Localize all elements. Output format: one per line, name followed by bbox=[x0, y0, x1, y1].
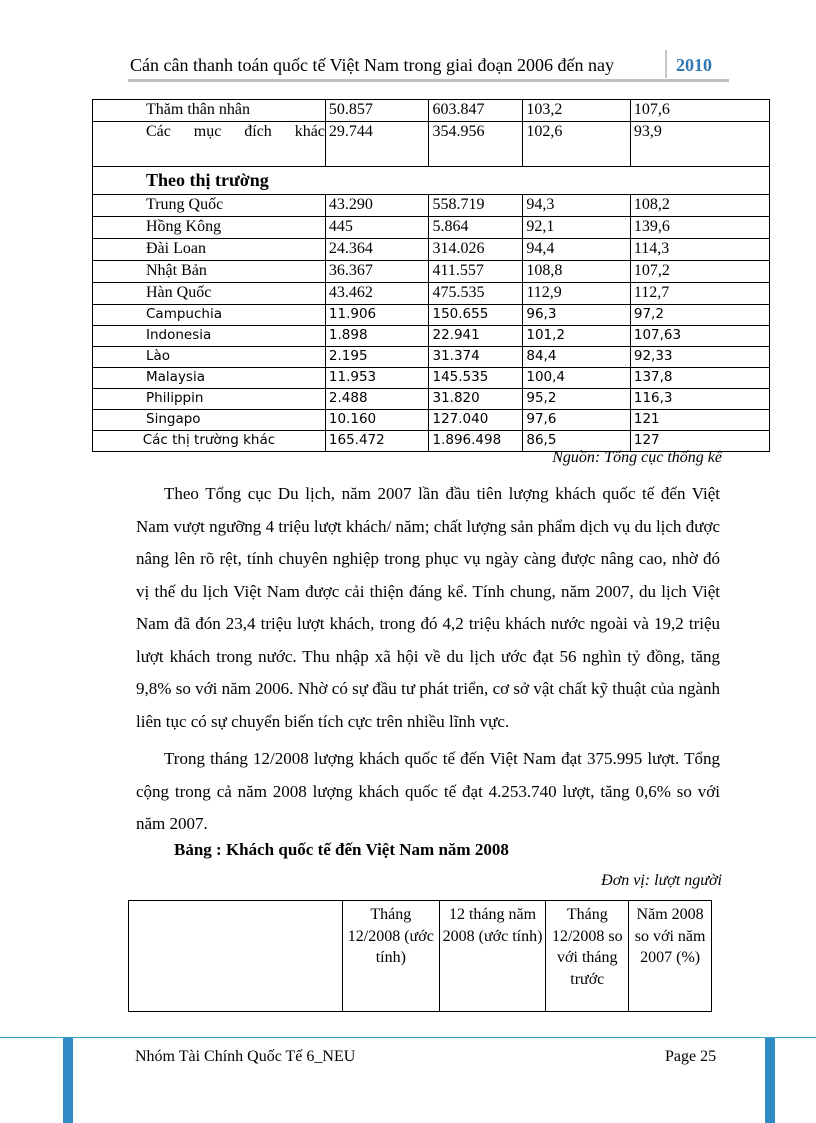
cell: 112,9 bbox=[523, 283, 630, 305]
header-year: 2010 bbox=[676, 55, 712, 75]
row-label: Hồng Kông bbox=[93, 217, 326, 239]
body-paragraph: Theo Tổng cục Du lịch, năm 2007 lần đầu tiên lượng khách quốc tế đến Việt Nam vượt ngưỡng 4 triệu lượt khách/ năm; chất lượng sản phẩm dịch vụ du lịch được nâng lên rõ rệt, tính chuyên nghiệp trong phục vụ ngày càng được nâng cao, nhờ đó vị thế du lịch Việt Nam được cải thiện đáng kể. Tính chung, năm 2007, du lịch Việt Nam đã đón 23,4 triệu lượt khách, trong đó 4,2 triệu khách nước ngoài và 19,2 triệu lượt khách trong nước. Thu nhập xã hội về du lịch ước đạt 56 nghìn tỷ đồng, tăng 9,8% so với năm 2006. Nhờ có sự đầu tư phát triển, cơ sở vật chất kỹ thuật của ngành liên tục có sự chuyển biến tích cực trên nhiều lĩnh vực. bbox=[136, 484, 720, 731]
cell: 107,2 bbox=[630, 261, 769, 283]
table-row bbox=[93, 347, 770, 368]
cell: 1.896.498 bbox=[429, 431, 523, 452]
cell: 94,4 bbox=[523, 239, 630, 261]
cell: 92,33 bbox=[630, 347, 769, 368]
cell: 112,7 bbox=[630, 283, 769, 305]
row-label: Malaysia bbox=[93, 368, 326, 389]
cell: 5.864 bbox=[429, 217, 523, 239]
footer-rule bbox=[0, 1037, 816, 1038]
cell: 95,2 bbox=[523, 389, 630, 410]
row-label: Campuchia bbox=[93, 305, 326, 326]
cell: 43.290 bbox=[325, 195, 429, 217]
cell: 102,6 bbox=[523, 122, 630, 167]
cell: 22.941 bbox=[429, 326, 523, 347]
row-label: Trung Quốc bbox=[93, 195, 326, 217]
column-header: 12 tháng năm 2008 (ước tính) bbox=[439, 901, 546, 1012]
cell: 116,3 bbox=[630, 389, 769, 410]
cell: 603.847 bbox=[429, 100, 523, 122]
table-row bbox=[93, 239, 770, 261]
cell: 354.956 bbox=[429, 122, 523, 167]
cell: 103,2 bbox=[523, 100, 630, 122]
cell: 29.744 bbox=[325, 122, 429, 167]
table-header-row bbox=[129, 901, 712, 1012]
table-row bbox=[93, 195, 770, 217]
cell: 11.953 bbox=[325, 368, 429, 389]
header-rule bbox=[128, 79, 729, 82]
table-row bbox=[93, 326, 770, 347]
footer-bar-right bbox=[765, 1038, 775, 1123]
row-label: Philippin bbox=[93, 389, 326, 410]
cell: 139,6 bbox=[630, 217, 769, 239]
footer-group-name: Nhóm Tài Chính Quốc Tế 6_NEU bbox=[135, 1048, 356, 1065]
cell: 411.557 bbox=[429, 261, 523, 283]
header-title: Cán cân thanh toán quốc tế Việt Nam trong giai đoạn 2006 đến nay bbox=[130, 55, 614, 75]
cell: 43.462 bbox=[325, 283, 429, 305]
cell: 10.160 bbox=[325, 410, 429, 431]
cell: 108,8 bbox=[523, 261, 630, 283]
cell: 150.655 bbox=[429, 305, 523, 326]
row-label: Indonesia bbox=[93, 326, 326, 347]
cell: 137,8 bbox=[630, 368, 769, 389]
cell: 2.488 bbox=[325, 389, 429, 410]
table-row bbox=[93, 410, 770, 431]
cell: 31.374 bbox=[429, 347, 523, 368]
cell: 314.026 bbox=[429, 239, 523, 261]
row-label: Các mục đích khác bbox=[93, 122, 326, 167]
row-label: Các thị trường khác bbox=[93, 431, 326, 452]
cell: 558.719 bbox=[429, 195, 523, 217]
cell: 475.535 bbox=[429, 283, 523, 305]
column-header: Tháng 12/2008 (ước tính) bbox=[342, 901, 439, 1012]
row-label: Singapo bbox=[93, 410, 326, 431]
cell: 121 bbox=[630, 410, 769, 431]
footer-bar-left bbox=[63, 1038, 73, 1123]
cell: 24.364 bbox=[325, 239, 429, 261]
cell: 101,2 bbox=[523, 326, 630, 347]
cell: 145.535 bbox=[429, 368, 523, 389]
international-visitors-2008-table bbox=[128, 900, 712, 1012]
cell: 165.472 bbox=[325, 431, 429, 452]
table-row bbox=[93, 305, 770, 326]
column-header: Năm 2008 so với năm 2007 (%) bbox=[629, 901, 712, 1012]
cell: 107,6 bbox=[630, 100, 769, 122]
table-row bbox=[93, 283, 770, 305]
cell: 100,4 bbox=[523, 368, 630, 389]
table-row bbox=[93, 261, 770, 283]
cell: 36.367 bbox=[325, 261, 429, 283]
cell: 108,2 bbox=[630, 195, 769, 217]
visitors-by-purpose-market-table bbox=[92, 99, 770, 452]
cell: 127 bbox=[630, 431, 769, 452]
row-label: Thăm thân nhân bbox=[93, 100, 326, 122]
cell: 94,3 bbox=[523, 195, 630, 217]
cell: 97,2 bbox=[630, 305, 769, 326]
header-separator bbox=[665, 50, 667, 78]
table-row bbox=[93, 389, 770, 410]
cell: 127.040 bbox=[429, 410, 523, 431]
column-header: Tháng 12/2008 so với tháng trước bbox=[546, 901, 629, 1012]
cell: 107,63 bbox=[630, 326, 769, 347]
cell: 96,3 bbox=[523, 305, 630, 326]
cell: 86,5 bbox=[523, 431, 630, 452]
section-title: Theo thị trường bbox=[93, 167, 770, 195]
cell: 445 bbox=[325, 217, 429, 239]
table-row bbox=[93, 122, 770, 167]
row-label: Hàn Quốc bbox=[93, 283, 326, 305]
row-label: Lào bbox=[93, 347, 326, 368]
table-caption: Bảng : Khách quốc tế đến Việt Nam năm 2008 bbox=[174, 840, 509, 859]
table-row bbox=[93, 100, 770, 122]
body-paragraph: Trong tháng 12/2008 lượng khách quốc tế đến Việt Nam đạt 375.995 lượt. Tổng cộng trong cả năm 2008 lượng khách quốc tế đạt 4.253.740 lượt, tăng 0,6% so với năm 2007. bbox=[136, 749, 720, 833]
table-row bbox=[93, 217, 770, 239]
cell: 84,4 bbox=[523, 347, 630, 368]
cell: 97,6 bbox=[523, 410, 630, 431]
cell: 50.857 bbox=[325, 100, 429, 122]
cell: 92,1 bbox=[523, 217, 630, 239]
cell: 11.906 bbox=[325, 305, 429, 326]
cell: 114,3 bbox=[630, 239, 769, 261]
cell: 93,9 bbox=[630, 122, 769, 167]
cell: 31.820 bbox=[429, 389, 523, 410]
row-label: Nhật Bản bbox=[93, 261, 326, 283]
table-unit-note: Đơn vị: lượt người bbox=[601, 872, 722, 889]
section-row bbox=[93, 167, 770, 195]
table-row bbox=[93, 368, 770, 389]
cell: 1.898 bbox=[325, 326, 429, 347]
table-source-note: Nguồn: Tổng cục thống kê bbox=[552, 449, 722, 466]
row-label: Đài Loan bbox=[93, 239, 326, 261]
column-header bbox=[129, 901, 343, 1012]
cell: 2.195 bbox=[325, 347, 429, 368]
page-number: Page 25 bbox=[665, 1048, 717, 1065]
